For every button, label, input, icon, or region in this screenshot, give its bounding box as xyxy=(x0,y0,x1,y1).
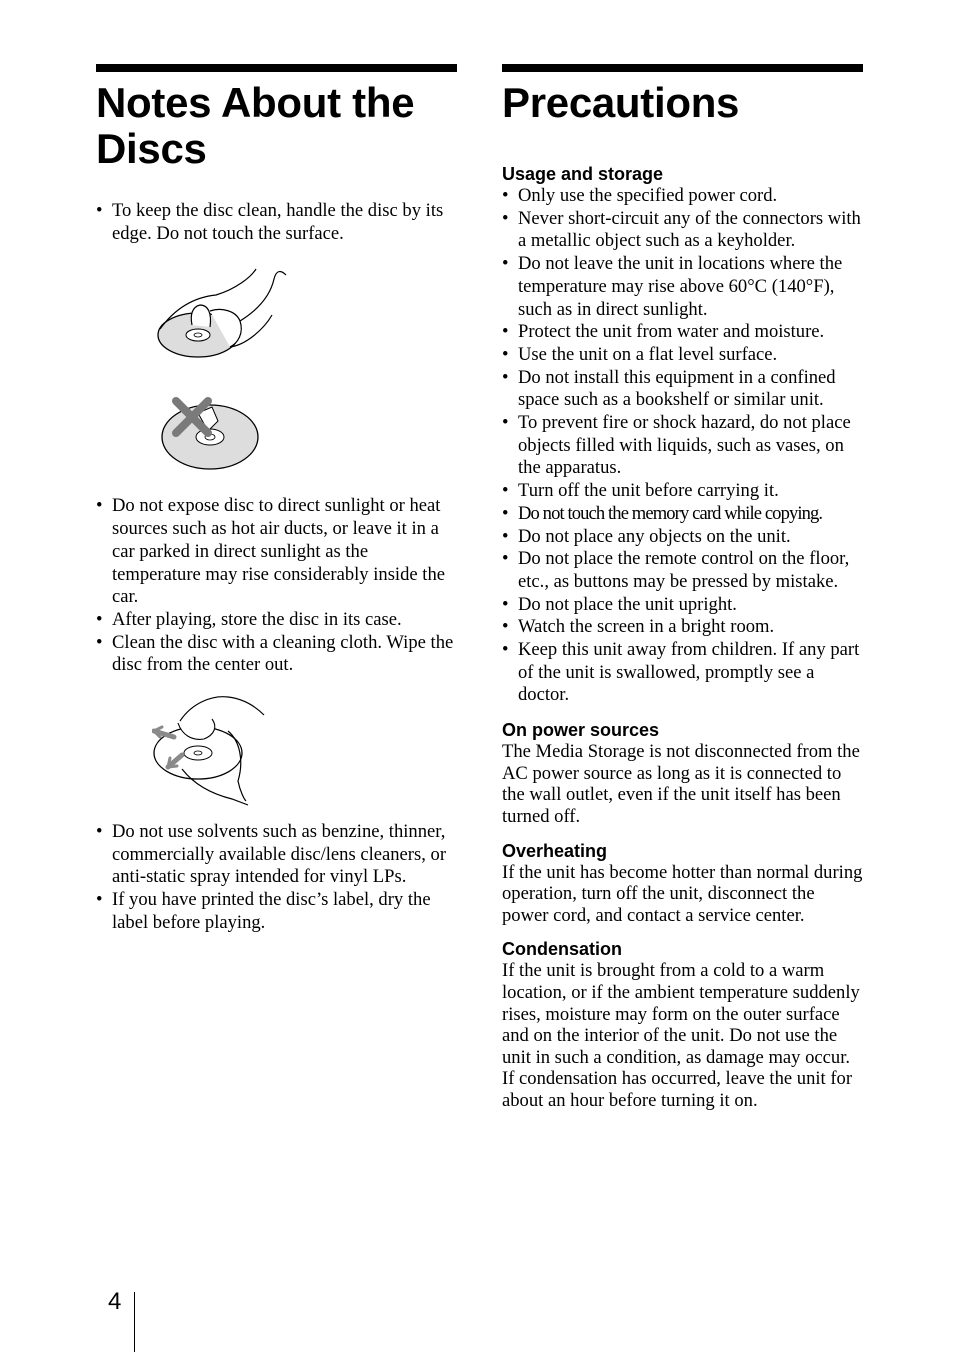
usage-storage-heading: Usage and storage xyxy=(502,164,664,184)
list-item: • Never short-circuit any of the connectors with a metallic object such as a keyholder. xyxy=(502,208,863,253)
title-line-1: Notes About the xyxy=(96,79,415,126)
list-item: • Keep this unit away from children. If any part of the unit is swallowed, promptly see a doctor. xyxy=(502,639,863,707)
incorrect-handling-illustration xyxy=(160,395,360,475)
list-item: • Watch the screen in a bright room. xyxy=(502,616,863,639)
list-item: • Use the unit on a flat level surface. xyxy=(502,344,863,367)
list-item: • After playing, store the disc in its case. xyxy=(96,609,457,632)
list-item: • To prevent fire or shock hazard, do not place objects filled with liquids, such as vases, on the apparatus. xyxy=(502,412,863,480)
disc-cleaning-illustration xyxy=(152,691,352,811)
list-item: • If you have printed the disc’s label, dry the label before playing. xyxy=(96,889,457,934)
condensation-heading: Condensation xyxy=(502,939,622,960)
list-item: • Do not install this equipment in a confined space such as a bookshelf or similar unit. xyxy=(502,367,863,412)
list-item: • Do not expose disc to direct sunlight or heat sources such as hot air ducts, or leave it in a car parked in direct sunlight as the temperature may rise considerably inside the car. xyxy=(96,495,457,609)
disc-cleaning-list xyxy=(96,821,457,935)
list-item: • Turn off the unit before carrying it. xyxy=(502,480,863,503)
overheating-text: If the unit has become hotter than normal during operation, turn off the unit, disconnect the power cord, and contact a service center. xyxy=(502,861,863,926)
title-line-2: Discs xyxy=(96,125,207,172)
overheating-heading: Overheating xyxy=(502,840,608,861)
section-top-rule xyxy=(96,64,457,72)
list-item: • Do not leave the unit in locations where the temperature may rise above 60°C (140°F), such as in direct sunlight. xyxy=(502,253,863,321)
condensation-text: If the unit is brought from a cold to a warm location, or if the ambient temperature suddenly rises, moisture may form on the outer surface and on the interior of the unit. Do not use the unit in such a condition, as damage may occur. If condensation has occurred, leave the unit for about an hour before turning it on. xyxy=(502,960,860,1111)
precautions-section xyxy=(502,64,863,1111)
list-item: • Do not place the unit upright. xyxy=(502,594,863,617)
disc-storage-list xyxy=(96,495,457,677)
section-top-rule xyxy=(502,64,863,72)
list-item: • Do not use solvents such as benzine, thinner, commercially available disc/lens cleaners, or anti-static spray intended for vinyl LPs. xyxy=(96,821,457,889)
list-item: • Protect the unit from water and moisture. xyxy=(502,321,863,344)
correct-handling-illustration xyxy=(156,267,356,367)
discs-notes-section xyxy=(96,64,457,935)
list-item: • Clean the disc with a cleaning cloth. Wipe the disc from the center out. xyxy=(96,632,457,677)
list-item: • Do not place any objects on the unit. xyxy=(502,526,863,549)
list-item: • Do not touch the memory card while copying. xyxy=(502,503,863,526)
precautions-title: Precautions xyxy=(502,79,740,126)
usage-storage-list xyxy=(502,185,863,707)
power-sources-text: The Media Storage is not disconnected from the AC power source as long as it is connected to the wall outlet, even if the unit itself has been turned off. xyxy=(502,741,860,827)
power-sources-heading: On power sources xyxy=(502,720,660,741)
list-item: • To keep the disc clean, handle the disc by its edge. Do not touch the surface. xyxy=(96,200,457,245)
page-number-rule xyxy=(134,1292,135,1352)
list-item: • Only use the specified power cord. xyxy=(502,185,863,208)
page-number: 4 xyxy=(108,1288,122,1315)
disc-handling-list xyxy=(96,200,457,245)
list-item: • Do not place the remote control on the floor, etc., as buttons may be pressed by mistake. xyxy=(502,548,863,593)
discs-notes-title xyxy=(96,80,457,172)
